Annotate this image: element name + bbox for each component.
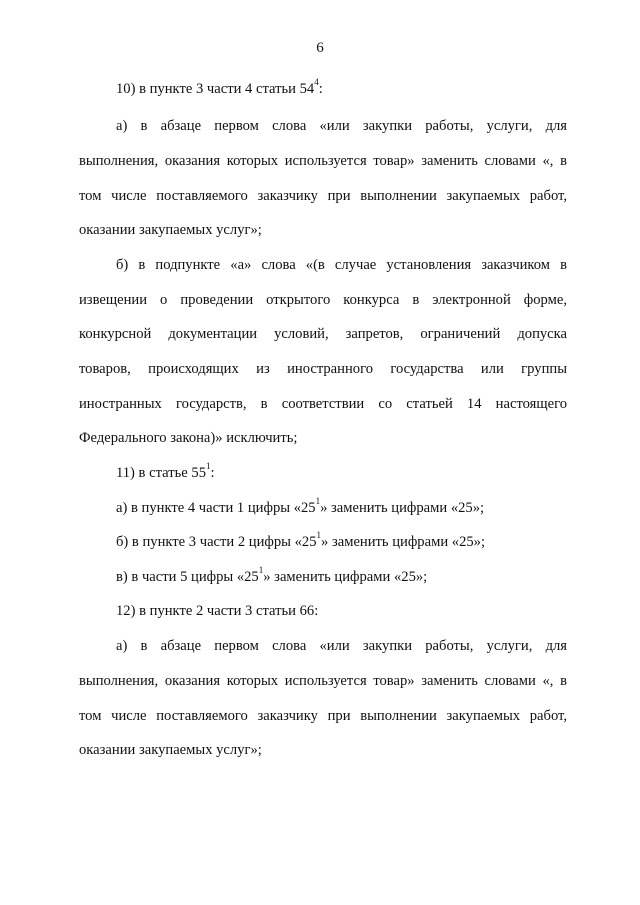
text-run: 10) в пункте 3 части 4 статьи 54 [116,81,315,97]
superscript: 1 [206,461,211,472]
text-run: б) в пункте 3 части 2 цифры «25 [116,534,317,550]
paragraph-line: выполнения, оказания которых используется товар» заменить словами «, в [79,673,567,689]
text-run: 11) в статье 55 [116,465,206,481]
item-11-heading [116,463,567,483]
paragraph-line: а) в абзаце первом слова «или закупки работы, услуги, для [116,118,567,134]
text-run: » заменить цифрами «25»; [321,534,486,550]
superscript: 1 [258,565,264,576]
text-run: а) в пункте 4 части 1 цифры «25 [116,500,316,516]
superscript: 1 [315,496,321,507]
paragraph-line: б) в подпункте «а» слова «(в случае установления заказчиком в [116,257,567,273]
text-run: » заменить цифрами «25»; [320,500,485,516]
paragraph-line [116,532,567,552]
paragraph-line [116,498,567,518]
paragraph-line: а) в абзаце первом слова «или закупки работы, услуги, для [116,638,567,654]
text-run: : [210,465,215,481]
paragraph-line: том числе поставляемого заказчику при выполнении закупаемых работ, [79,188,567,204]
paragraph-line: оказании закупаемых услуг»; [79,222,262,238]
paragraph-line: том числе поставляемого заказчику при выполнении закупаемых работ, [79,708,567,724]
text-run: : [318,81,323,97]
paragraph-line: Федерального закона)» исключить; [79,430,298,446]
text-run: » заменить цифрами «25»; [263,569,428,585]
superscript: 4 [314,77,319,88]
paragraph-line [116,567,567,587]
text-run: в) в части 5 цифры «25 [116,569,259,585]
item-10-heading [116,79,567,99]
item-12-heading: 12) в пункте 2 части 3 статьи 66: [116,603,319,619]
paragraph-line: товаров, происходящих из иностранного государства или группы [79,361,567,377]
paragraph-line: извещении о проведении открытого конкурса в электронной форме, [79,292,567,308]
paragraph-line: конкурсной документации условий, запретов, ограничений допуска [79,326,567,342]
page-number: 6 [316,40,324,56]
superscript: 1 [316,530,322,541]
paragraph-line: иностранных государств, в соответствии со статьей 14 настоящего [79,396,567,412]
paragraph-line: оказании закупаемых услуг»; [79,742,262,758]
paragraph-line: выполнения, оказания которых используется товар» заменить словами «, в [79,153,567,169]
